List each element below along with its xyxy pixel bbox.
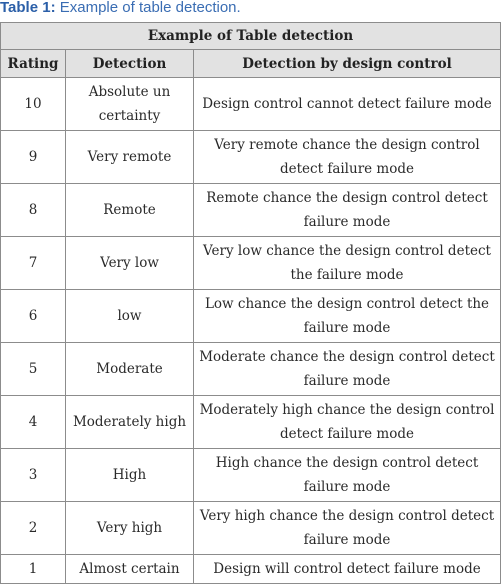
table-row xyxy=(1,78,501,131)
design-control-cell: Very high chance the design control detect failure mode xyxy=(194,502,501,555)
table-row xyxy=(1,290,501,343)
caption-text: Example of table detection. xyxy=(59,0,241,16)
table-title-row xyxy=(1,23,501,50)
detection-cell: Moderate xyxy=(66,343,194,396)
table-title: Example of Table detection xyxy=(1,23,501,50)
table-row xyxy=(1,449,501,502)
detection-table xyxy=(0,22,501,584)
detection-cell: Absolute un certainty xyxy=(66,78,194,131)
design-control-cell: High chance the design control detect failure mode xyxy=(194,449,501,502)
detection-cell: low xyxy=(66,290,194,343)
header-detection: Detection xyxy=(66,50,194,78)
design-control-cell: Moderate chance the design control detect failure mode xyxy=(194,343,501,396)
rating-cell: 9 xyxy=(1,131,66,184)
caption-label: Table 1: xyxy=(0,0,56,16)
rating-cell: 3 xyxy=(1,449,66,502)
design-control-cell: Low chance the design control detect the failure mode xyxy=(194,290,501,343)
rating-cell: 1 xyxy=(1,555,66,584)
rating-cell: 6 xyxy=(1,290,66,343)
detection-cell: Very low xyxy=(66,237,194,290)
design-control-cell: Remote chance the design control detect failure mode xyxy=(194,184,501,237)
rating-cell: 7 xyxy=(1,237,66,290)
rating-cell: 2 xyxy=(1,502,66,555)
table-row xyxy=(1,396,501,449)
rating-cell: 5 xyxy=(1,343,66,396)
rating-cell: 4 xyxy=(1,396,66,449)
design-control-cell: Very remote chance the design control detect failure mode xyxy=(194,131,501,184)
detection-cell: Remote xyxy=(66,184,194,237)
design-control-cell: Very low chance the design control detect the failure mode xyxy=(194,237,501,290)
table-row xyxy=(1,184,501,237)
table-row xyxy=(1,555,501,584)
detection-cell: Almost certain xyxy=(66,555,194,584)
table-row xyxy=(1,131,501,184)
table-row xyxy=(1,502,501,555)
design-control-cell: Design will control detect failure mode xyxy=(194,555,501,584)
table-header-row xyxy=(1,50,501,78)
table-row xyxy=(1,237,501,290)
table-row xyxy=(1,343,501,396)
detection-cell: Very remote xyxy=(66,131,194,184)
table-caption xyxy=(0,0,241,17)
header-detection-by-design-control: Detection by design control xyxy=(194,50,501,78)
detection-cell: Very high xyxy=(66,502,194,555)
rating-cell: 10 xyxy=(1,78,66,131)
header-rating: Rating xyxy=(1,50,66,78)
design-control-cell: Moderately high chance the design control detect failure mode xyxy=(194,396,501,449)
detection-cell: Moderately high xyxy=(66,396,194,449)
detection-cell: High xyxy=(66,449,194,502)
design-control-cell: Design control cannot detect failure mode xyxy=(194,78,501,131)
rating-cell: 8 xyxy=(1,184,66,237)
